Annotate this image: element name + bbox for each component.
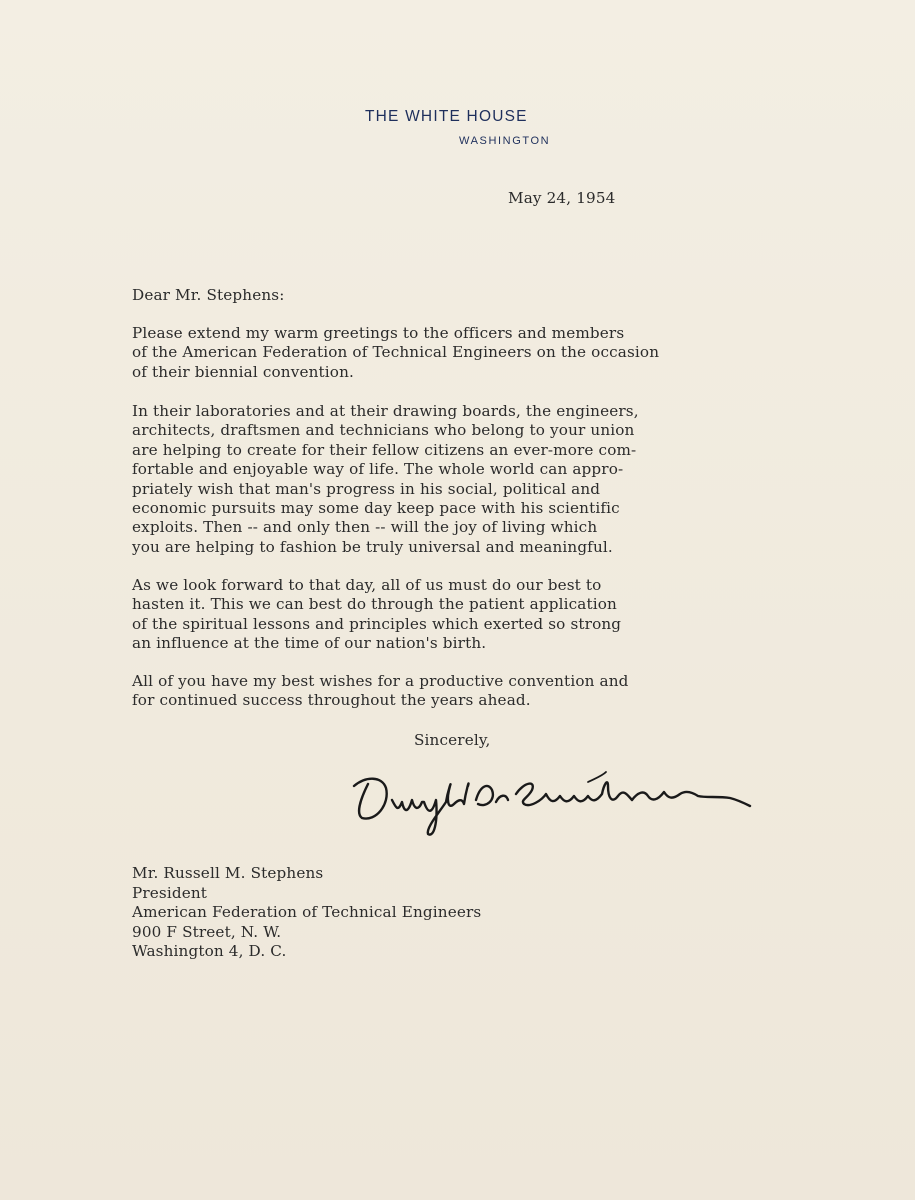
text-line: are helping to create for their fellow citizens an ever-more com-: [132, 440, 637, 459]
letterhead-place: WASHINGTON: [459, 135, 551, 147]
text-line: of the American Federation of Technical Engineers on the occasion: [132, 343, 660, 362]
text-line: exploits. Then -- and only then -- will the joy of living which: [132, 518, 598, 537]
text-line: economic pursuits may some day keep pace with his scientific: [132, 498, 620, 517]
letterhead-title: THE WHITE HOUSE: [365, 108, 528, 125]
paragraph-3: [132, 576, 832, 654]
text-line: you are helping to fashion be truly universal and meaningful.: [132, 537, 613, 556]
text-line: As we look forward to that day, all of us must do our best to: [132, 576, 602, 594]
address-line: President: [132, 883, 208, 902]
text-line: All of you have my best wishes for a productive convention and: [132, 672, 629, 690]
text-line: priately wish that man's progress in his social, political and: [132, 479, 601, 498]
text-line: architects, draftsmen and technicians who belong to your union: [132, 421, 635, 440]
address-line: Mr. Russell M. Stephens: [132, 864, 324, 882]
address-line: American Federation of Technical Engineers: [132, 903, 482, 922]
letter-date: May 24, 1954: [508, 189, 616, 207]
address-line: 900 F Street, N. W.: [132, 922, 282, 941]
text-line: of their biennial convention.: [132, 362, 354, 381]
text-line: fortable and enjoyable way of life. The whole world can appro-: [132, 460, 624, 479]
text-line: of the spiritual lessons and principles which exerted so strong: [132, 614, 622, 633]
paragraph-4: [132, 672, 832, 711]
text-line: Please extend my warm greetings to the officers and members: [132, 324, 625, 342]
address-line: Washington 4, D. C.: [132, 942, 287, 961]
signature: [346, 742, 786, 842]
text-line: hasten it. This we can best do through the patient application: [132, 595, 617, 614]
salutation: Dear Mr. Stephens:: [132, 286, 285, 304]
paragraph-1: [132, 324, 832, 382]
text-line: an influence at the time of our nation's birth.: [132, 634, 487, 653]
recipient-address: [132, 864, 481, 962]
paragraph-2: [132, 402, 832, 557]
text-line: for continued success throughout the years ahead.: [132, 691, 531, 710]
closing: Sincerely,: [414, 731, 491, 749]
text-line: In their laboratories and at their drawing boards, the engineers,: [132, 402, 639, 420]
